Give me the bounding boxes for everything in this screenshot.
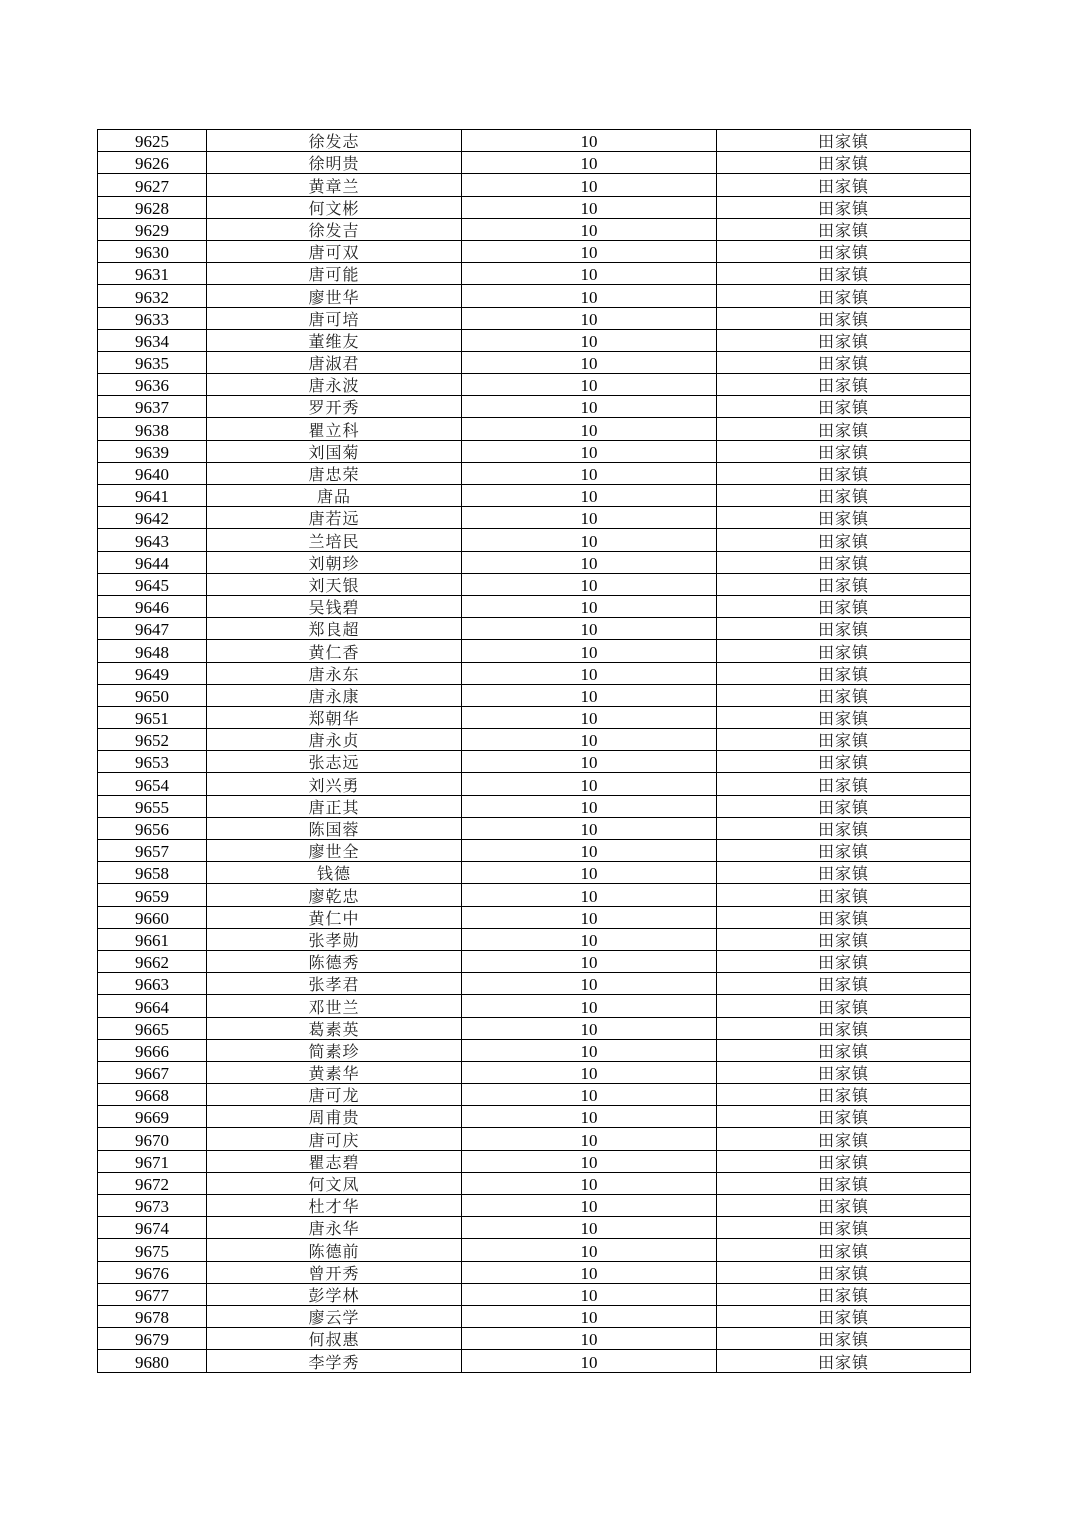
amount-cell: 10: [462, 485, 717, 507]
name-cell: 兰培民: [207, 529, 462, 551]
name-cell: 唐可龙: [207, 1084, 462, 1106]
row-number-cell: 9635: [98, 351, 207, 373]
row-number-cell: 9675: [98, 1239, 207, 1261]
row-number-cell: 9629: [98, 218, 207, 240]
amount-cell: 10: [462, 862, 717, 884]
town-cell: 田家镇: [717, 817, 971, 839]
amount-cell: 10: [462, 1039, 717, 1061]
amount-cell: 10: [462, 1195, 717, 1217]
row-number-cell: 9645: [98, 573, 207, 595]
table-row: [98, 1039, 971, 1061]
town-cell: 田家镇: [717, 396, 971, 418]
table-row: [98, 950, 971, 972]
row-number-cell: 9631: [98, 263, 207, 285]
table-row: [98, 773, 971, 795]
amount-cell: 10: [462, 130, 717, 152]
row-number-cell: 9657: [98, 840, 207, 862]
amount-cell: 10: [462, 285, 717, 307]
town-cell: 田家镇: [717, 1217, 971, 1239]
amount-cell: 10: [462, 1328, 717, 1350]
row-number-cell: 9625: [98, 130, 207, 152]
town-cell: 田家镇: [717, 706, 971, 728]
amount-cell: 10: [462, 240, 717, 262]
name-cell: 黄仁香: [207, 640, 462, 662]
row-number-cell: 9643: [98, 529, 207, 551]
name-cell: 何文凤: [207, 1172, 462, 1194]
row-number-cell: 9647: [98, 618, 207, 640]
table-row: [98, 884, 971, 906]
town-cell: 田家镇: [717, 684, 971, 706]
town-cell: 田家镇: [717, 1305, 971, 1327]
town-cell: 田家镇: [717, 218, 971, 240]
town-cell: 田家镇: [717, 285, 971, 307]
amount-cell: 10: [462, 684, 717, 706]
name-cell: 何文彬: [207, 196, 462, 218]
table-row: [98, 662, 971, 684]
amount-cell: 10: [462, 595, 717, 617]
amount-cell: 10: [462, 884, 717, 906]
row-number-cell: 9665: [98, 1017, 207, 1039]
row-number-cell: 9642: [98, 507, 207, 529]
name-cell: 瞿志碧: [207, 1150, 462, 1172]
table-row: [98, 706, 971, 728]
name-cell: 徐发吉: [207, 218, 462, 240]
town-cell: 田家镇: [717, 1328, 971, 1350]
town-cell: 田家镇: [717, 950, 971, 972]
town-cell: 田家镇: [717, 351, 971, 373]
town-cell: 田家镇: [717, 551, 971, 573]
amount-cell: 10: [462, 551, 717, 573]
town-cell: 田家镇: [717, 1039, 971, 1061]
name-cell: 钱德: [207, 862, 462, 884]
row-number-cell: 9667: [98, 1061, 207, 1083]
row-number-cell: 9670: [98, 1128, 207, 1150]
table-row: [98, 1150, 971, 1172]
amount-cell: 10: [462, 152, 717, 174]
amount-cell: 10: [462, 751, 717, 773]
name-cell: 张孝君: [207, 973, 462, 995]
row-number-cell: 9641: [98, 485, 207, 507]
town-cell: 田家镇: [717, 906, 971, 928]
table-row: [98, 906, 971, 928]
town-cell: 田家镇: [717, 1261, 971, 1283]
table-row: [98, 130, 971, 152]
amount-cell: 10: [462, 218, 717, 240]
table-row: [98, 396, 971, 418]
amount-cell: 10: [462, 1283, 717, 1305]
row-number-cell: 9678: [98, 1305, 207, 1327]
row-number-cell: 9651: [98, 706, 207, 728]
name-cell: 黄章兰: [207, 174, 462, 196]
name-cell: 董维友: [207, 329, 462, 351]
amount-cell: 10: [462, 329, 717, 351]
town-cell: 田家镇: [717, 462, 971, 484]
name-cell: 黄仁中: [207, 906, 462, 928]
town-cell: 田家镇: [717, 573, 971, 595]
name-cell: 廖乾忠: [207, 884, 462, 906]
amount-cell: 10: [462, 507, 717, 529]
town-cell: 田家镇: [717, 174, 971, 196]
town-cell: 田家镇: [717, 263, 971, 285]
name-cell: 徐明贵: [207, 152, 462, 174]
town-cell: 田家镇: [717, 418, 971, 440]
table-row: [98, 1172, 971, 1194]
name-cell: 杜才华: [207, 1195, 462, 1217]
table-row: [98, 1239, 971, 1261]
table-row: [98, 174, 971, 196]
name-cell: 葛素英: [207, 1017, 462, 1039]
amount-cell: 10: [462, 618, 717, 640]
table-row: [98, 1328, 971, 1350]
table-row: [98, 640, 971, 662]
amount-cell: 10: [462, 840, 717, 862]
row-number-cell: 9653: [98, 751, 207, 773]
row-number-cell: 9637: [98, 396, 207, 418]
table-row: [98, 507, 971, 529]
row-number-cell: 9628: [98, 196, 207, 218]
table-row: [98, 440, 971, 462]
town-cell: 田家镇: [717, 729, 971, 751]
amount-cell: 10: [462, 374, 717, 396]
amount-cell: 10: [462, 1172, 717, 1194]
name-cell: 罗开秀: [207, 396, 462, 418]
row-number-cell: 9656: [98, 817, 207, 839]
row-number-cell: 9626: [98, 152, 207, 174]
name-cell: 徐发志: [207, 130, 462, 152]
town-cell: 田家镇: [717, 795, 971, 817]
town-cell: 田家镇: [717, 307, 971, 329]
name-cell: 张孝勋: [207, 928, 462, 950]
table-row: [98, 684, 971, 706]
amount-cell: 10: [462, 396, 717, 418]
table-row: [98, 817, 971, 839]
town-cell: 田家镇: [717, 884, 971, 906]
name-cell: 陈国蓉: [207, 817, 462, 839]
name-cell: 唐可培: [207, 307, 462, 329]
town-cell: 田家镇: [717, 595, 971, 617]
table-row: [98, 995, 971, 1017]
row-number-cell: 9680: [98, 1350, 207, 1372]
amount-cell: 10: [462, 1305, 717, 1327]
town-cell: 田家镇: [717, 1128, 971, 1150]
amount-cell: 10: [462, 174, 717, 196]
amount-cell: 10: [462, 1017, 717, 1039]
row-number-cell: 9666: [98, 1039, 207, 1061]
row-number-cell: 9649: [98, 662, 207, 684]
row-number-cell: 9654: [98, 773, 207, 795]
data-table: [97, 129, 971, 1373]
table-row: [98, 196, 971, 218]
amount-cell: 10: [462, 1128, 717, 1150]
amount-cell: 10: [462, 1084, 717, 1106]
table-row: [98, 285, 971, 307]
amount-cell: 10: [462, 307, 717, 329]
row-number-cell: 9673: [98, 1195, 207, 1217]
town-cell: 田家镇: [717, 440, 971, 462]
table-row: [98, 152, 971, 174]
town-cell: 田家镇: [717, 329, 971, 351]
town-cell: 田家镇: [717, 1017, 971, 1039]
name-cell: 廖云学: [207, 1305, 462, 1327]
row-number-cell: 9638: [98, 418, 207, 440]
row-number-cell: 9676: [98, 1261, 207, 1283]
amount-cell: 10: [462, 1150, 717, 1172]
row-number-cell: 9630: [98, 240, 207, 262]
amount-cell: 10: [462, 1106, 717, 1128]
name-cell: 郑良超: [207, 618, 462, 640]
name-cell: 唐永康: [207, 684, 462, 706]
name-cell: 简素珍: [207, 1039, 462, 1061]
table-row: [98, 240, 971, 262]
name-cell: 唐永东: [207, 662, 462, 684]
row-number-cell: 9648: [98, 640, 207, 662]
table-row: [98, 1195, 971, 1217]
row-number-cell: 9663: [98, 973, 207, 995]
row-number-cell: 9644: [98, 551, 207, 573]
row-number-cell: 9633: [98, 307, 207, 329]
town-cell: 田家镇: [717, 196, 971, 218]
table-row: [98, 928, 971, 950]
town-cell: 田家镇: [717, 773, 971, 795]
town-cell: 田家镇: [717, 1172, 971, 1194]
name-cell: 唐可能: [207, 263, 462, 285]
name-cell: 吴钱碧: [207, 595, 462, 617]
table-body: [98, 130, 971, 1373]
amount-cell: 10: [462, 462, 717, 484]
name-cell: 唐永贞: [207, 729, 462, 751]
name-cell: 唐品: [207, 485, 462, 507]
table-row: [98, 329, 971, 351]
table-row: [98, 973, 971, 995]
name-cell: 郑朝华: [207, 706, 462, 728]
town-cell: 田家镇: [717, 1150, 971, 1172]
amount-cell: 10: [462, 1061, 717, 1083]
table-row: [98, 1128, 971, 1150]
name-cell: 唐永波: [207, 374, 462, 396]
table-row: [98, 1106, 971, 1128]
name-cell: 彭学林: [207, 1283, 462, 1305]
table-row: [98, 374, 971, 396]
table-row: [98, 862, 971, 884]
name-cell: 李学秀: [207, 1350, 462, 1372]
name-cell: 陈德前: [207, 1239, 462, 1261]
name-cell: 张志远: [207, 751, 462, 773]
table-row: [98, 840, 971, 862]
name-cell: 刘朝珍: [207, 551, 462, 573]
name-cell: 何叔惠: [207, 1328, 462, 1350]
row-number-cell: 9677: [98, 1283, 207, 1305]
amount-cell: 10: [462, 440, 717, 462]
row-number-cell: 9634: [98, 329, 207, 351]
table-row: [98, 729, 971, 751]
name-cell: 唐可双: [207, 240, 462, 262]
row-number-cell: 9639: [98, 440, 207, 462]
name-cell: 唐正其: [207, 795, 462, 817]
amount-cell: 10: [462, 995, 717, 1017]
name-cell: 周甫贵: [207, 1106, 462, 1128]
town-cell: 田家镇: [717, 507, 971, 529]
town-cell: 田家镇: [717, 485, 971, 507]
amount-cell: 10: [462, 196, 717, 218]
row-number-cell: 9659: [98, 884, 207, 906]
town-cell: 田家镇: [717, 529, 971, 551]
table-row: [98, 1017, 971, 1039]
amount-cell: 10: [462, 1261, 717, 1283]
name-cell: 黄素华: [207, 1061, 462, 1083]
table-row: [98, 307, 971, 329]
row-number-cell: 9668: [98, 1084, 207, 1106]
amount-cell: 10: [462, 706, 717, 728]
amount-cell: 10: [462, 795, 717, 817]
town-cell: 田家镇: [717, 928, 971, 950]
town-cell: 田家镇: [717, 130, 971, 152]
name-cell: 廖世华: [207, 285, 462, 307]
row-number-cell: 9650: [98, 684, 207, 706]
amount-cell: 10: [462, 973, 717, 995]
name-cell: 刘兴勇: [207, 773, 462, 795]
table-row: [98, 263, 971, 285]
town-cell: 田家镇: [717, 973, 971, 995]
table-row: [98, 573, 971, 595]
amount-cell: 10: [462, 817, 717, 839]
table-row: [98, 351, 971, 373]
table-row: [98, 595, 971, 617]
town-cell: 田家镇: [717, 1195, 971, 1217]
name-cell: 瞿立科: [207, 418, 462, 440]
amount-cell: 10: [462, 529, 717, 551]
row-number-cell: 9636: [98, 374, 207, 396]
town-cell: 田家镇: [717, 1350, 971, 1372]
town-cell: 田家镇: [717, 1283, 971, 1305]
row-number-cell: 9660: [98, 906, 207, 928]
amount-cell: 10: [462, 351, 717, 373]
amount-cell: 10: [462, 418, 717, 440]
table-row: [98, 1350, 971, 1372]
town-cell: 田家镇: [717, 995, 971, 1017]
name-cell: 廖世全: [207, 840, 462, 862]
town-cell: 田家镇: [717, 840, 971, 862]
table-row: [98, 529, 971, 551]
town-cell: 田家镇: [717, 1084, 971, 1106]
table-row: [98, 418, 971, 440]
amount-cell: 10: [462, 662, 717, 684]
town-cell: 田家镇: [717, 152, 971, 174]
name-cell: 刘天银: [207, 573, 462, 595]
name-cell: 邓世兰: [207, 995, 462, 1017]
table-row: [98, 551, 971, 573]
table-row: [98, 1261, 971, 1283]
town-cell: 田家镇: [717, 1106, 971, 1128]
table-row: [98, 1084, 971, 1106]
amount-cell: 10: [462, 263, 717, 285]
amount-cell: 10: [462, 1217, 717, 1239]
table-row: [98, 795, 971, 817]
row-number-cell: 9671: [98, 1150, 207, 1172]
row-number-cell: 9672: [98, 1172, 207, 1194]
row-number-cell: 9652: [98, 729, 207, 751]
town-cell: 田家镇: [717, 751, 971, 773]
row-number-cell: 9662: [98, 950, 207, 972]
row-number-cell: 9627: [98, 174, 207, 196]
table-row: [98, 1283, 971, 1305]
amount-cell: 10: [462, 729, 717, 751]
amount-cell: 10: [462, 1350, 717, 1372]
row-number-cell: 9646: [98, 595, 207, 617]
town-cell: 田家镇: [717, 1061, 971, 1083]
town-cell: 田家镇: [717, 662, 971, 684]
name-cell: 唐永华: [207, 1217, 462, 1239]
row-number-cell: 9661: [98, 928, 207, 950]
table-row: [98, 485, 971, 507]
town-cell: 田家镇: [717, 640, 971, 662]
table-row: [98, 751, 971, 773]
row-number-cell: 9669: [98, 1106, 207, 1128]
name-cell: 唐忠荣: [207, 462, 462, 484]
town-cell: 田家镇: [717, 862, 971, 884]
row-number-cell: 9679: [98, 1328, 207, 1350]
name-cell: 唐淑君: [207, 351, 462, 373]
town-cell: 田家镇: [717, 374, 971, 396]
town-cell: 田家镇: [717, 1239, 971, 1261]
name-cell: 曾开秀: [207, 1261, 462, 1283]
row-number-cell: 9655: [98, 795, 207, 817]
row-number-cell: 9658: [98, 862, 207, 884]
amount-cell: 10: [462, 1239, 717, 1261]
row-number-cell: 9674: [98, 1217, 207, 1239]
name-cell: 陈德秀: [207, 950, 462, 972]
town-cell: 田家镇: [717, 618, 971, 640]
table-row: [98, 218, 971, 240]
amount-cell: 10: [462, 773, 717, 795]
name-cell: 唐若远: [207, 507, 462, 529]
table-row: [98, 1061, 971, 1083]
row-number-cell: 9664: [98, 995, 207, 1017]
amount-cell: 10: [462, 640, 717, 662]
amount-cell: 10: [462, 950, 717, 972]
table-row: [98, 618, 971, 640]
name-cell: 刘国菊: [207, 440, 462, 462]
amount-cell: 10: [462, 573, 717, 595]
amount-cell: 10: [462, 928, 717, 950]
row-number-cell: 9632: [98, 285, 207, 307]
table-row: [98, 1305, 971, 1327]
row-number-cell: 9640: [98, 462, 207, 484]
table-row: [98, 462, 971, 484]
town-cell: 田家镇: [717, 240, 971, 262]
name-cell: 唐可庆: [207, 1128, 462, 1150]
table-row: [98, 1217, 971, 1239]
amount-cell: 10: [462, 906, 717, 928]
